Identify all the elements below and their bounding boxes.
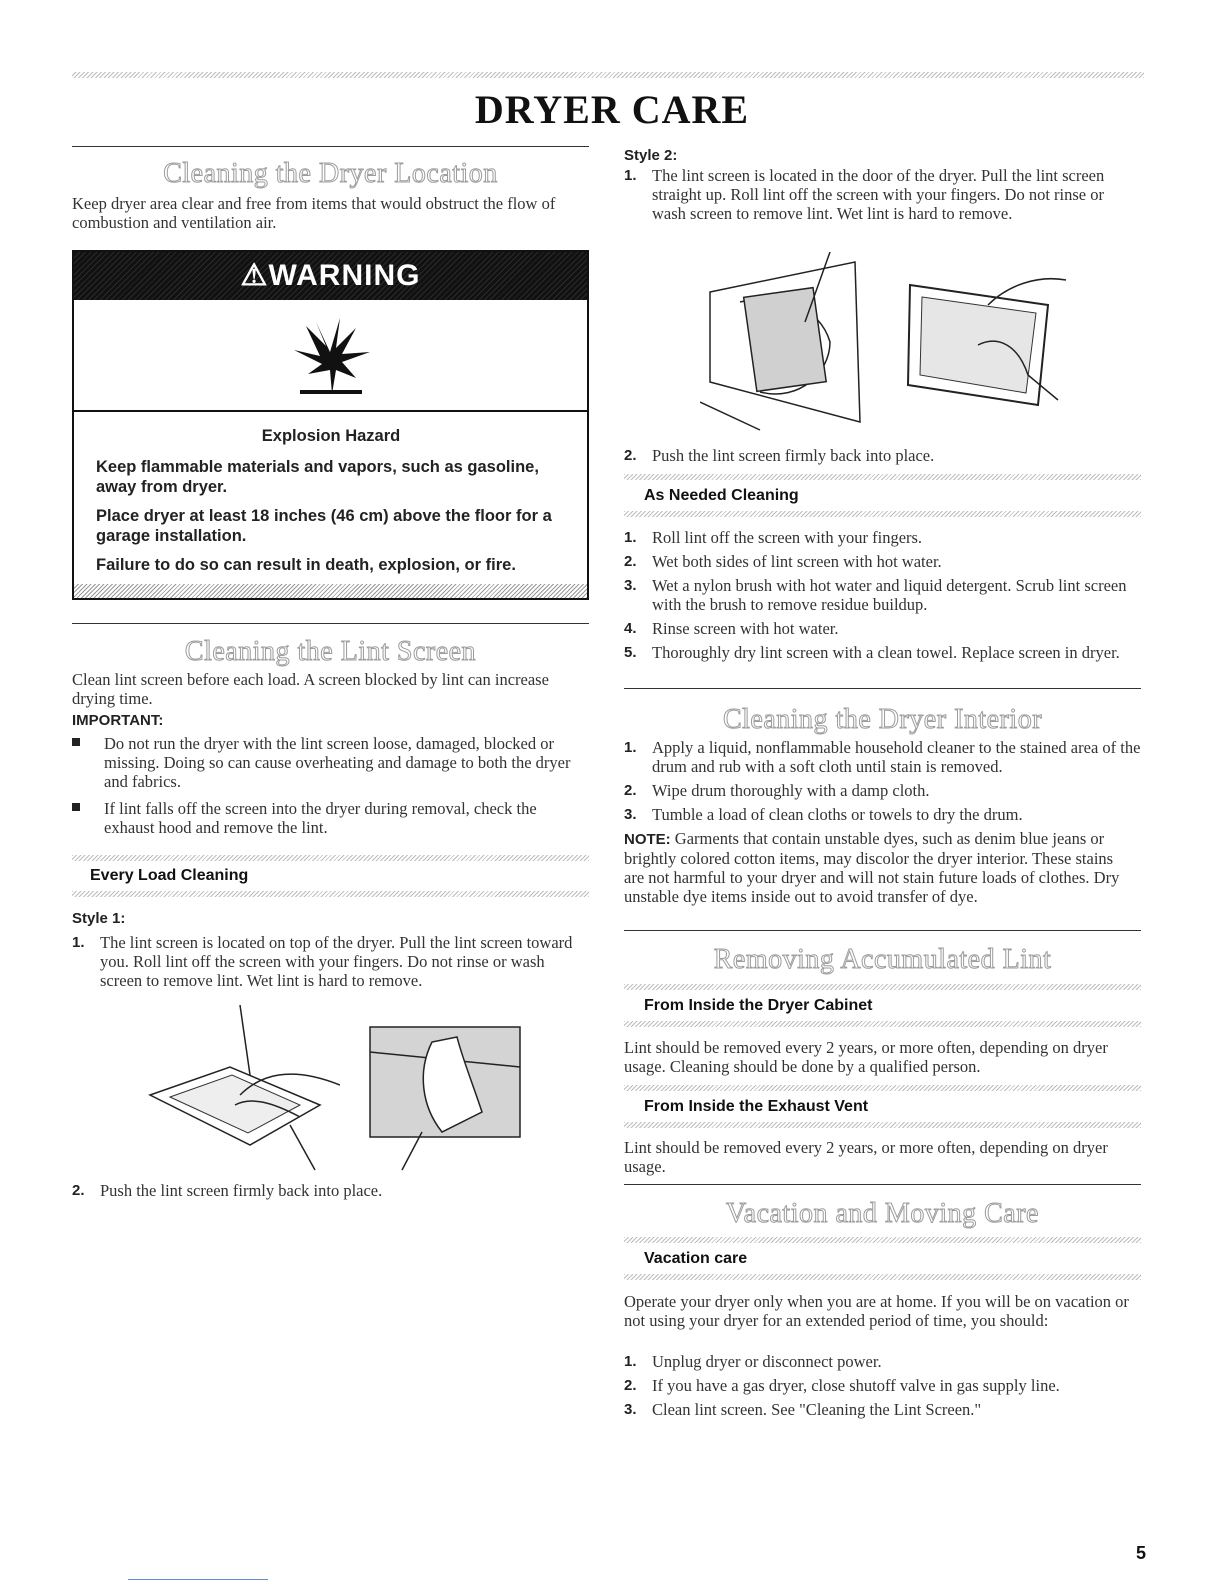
list-item: 1. The lint screen is located on top of the dryer. Pull the lint screen toward you. Roll lint off the screen with your fingers. Do not rinse or wash screen to remove lint. Wet lint is hard to remove. bbox=[72, 933, 573, 990]
pull-lint-screen-illustration bbox=[362, 1012, 532, 1172]
warning-line-2: Place dryer at least 18 inches (46 cm) above the floor for a garage installation. bbox=[96, 507, 552, 545]
warning-line-1: Keep flammable materials and vapors, such as gasoline, away from dryer. bbox=[96, 458, 539, 496]
bullet-square-icon bbox=[72, 738, 80, 746]
list-item: 2. Push the lint screen firmly back into place. bbox=[72, 1181, 383, 1200]
section-heading-lint-screen: Cleaning the Lint Screen bbox=[184, 636, 477, 667]
style-2-label: Style 2: bbox=[624, 147, 678, 164]
interior-note bbox=[624, 829, 1134, 906]
list-item: 1. The lint screen is located in the door of the dryer. Pull the lint screen straight up. Roll lint off the screen with your fingers. Do not rinse or wash screen to remove lint. Wet lint is hard to remove. bbox=[624, 166, 1105, 223]
door-lint-screen-illustration bbox=[700, 252, 880, 432]
list-item: 3. Wet a nylon brush with hot water and liquid detergent. Scrub lint screen with the brush to remove residue buildup. bbox=[624, 576, 1127, 614]
section-divider bbox=[624, 688, 1141, 689]
section-divider bbox=[624, 930, 1141, 931]
subhead-hatch bbox=[624, 1021, 1141, 1027]
clean-lint-screen-illustration bbox=[898, 265, 1068, 415]
note-label: NOTE: bbox=[624, 831, 671, 848]
list-item: 5. Thoroughly dry lint screen with a clean towel. Replace screen in dryer. bbox=[624, 643, 1120, 662]
vacation-steps bbox=[624, 1352, 1141, 1424]
subhead-hatch bbox=[624, 984, 1141, 990]
warning-label bbox=[74, 258, 587, 293]
style-1-steps bbox=[72, 933, 587, 995]
warning-label-text: WARNING bbox=[268, 259, 421, 292]
subhead-hatch bbox=[72, 855, 589, 861]
list-item: 3. Clean lint screen. See "Cleaning the Lint Screen." bbox=[624, 1400, 982, 1419]
list-item: Do not run the dryer with the lint screen loose, damaged, blocked or missing. Doing so can cause overheating and damage to both the dryer and fabrics. bbox=[72, 734, 587, 791]
warning-header bbox=[74, 252, 587, 300]
section-heading-dryer-location: Cleaning the Dryer Location bbox=[163, 158, 498, 189]
section-divider bbox=[72, 146, 589, 147]
vacation-intro: Operate your dryer only when you are at home. If you will be on vacation or not using your dryer for an extended period of time, you should: bbox=[624, 1292, 1129, 1330]
lint-intro: Clean lint screen before each load. A screen blocked by lint can increase drying time. bbox=[72, 670, 549, 708]
warning-box bbox=[72, 250, 589, 600]
hazard-title: Explosion Hazard bbox=[261, 427, 401, 445]
vacation-care-title: Vacation care bbox=[644, 1250, 748, 1267]
warning-footer-hatch bbox=[74, 584, 587, 598]
style-1-step-2 bbox=[72, 1181, 587, 1205]
list-item: 2. If you have a gas dryer, close shutoff valve in gas supply line. bbox=[624, 1376, 1060, 1395]
list-item: 3. Tumble a load of clean cloths or towels to dry the drum. bbox=[624, 805, 1023, 824]
subhead-hatch bbox=[624, 1274, 1141, 1280]
top-lint-screen-illustration bbox=[140, 1005, 340, 1175]
important-label: IMPORTANT: bbox=[72, 712, 164, 729]
footer-line bbox=[128, 1579, 268, 1580]
page-number: 5 bbox=[1135, 1543, 1146, 1563]
list-item: 1. Unplug dryer or disconnect power. bbox=[624, 1352, 882, 1371]
section-heading-vacation-moving: Vacation and Moving Care bbox=[726, 1198, 1039, 1229]
list-item: 1. Apply a liquid, nonflammable household cleaner to the stained area of the drum and rub with a soft cloth until stain is removed. bbox=[624, 738, 1141, 776]
section-divider bbox=[624, 1184, 1141, 1185]
page-title: DRYER CARE bbox=[474, 87, 750, 132]
list-item: 2. Push the lint screen firmly back into place. bbox=[624, 446, 935, 465]
explosion-icon-area bbox=[74, 300, 587, 412]
style-2-step-2 bbox=[624, 446, 1139, 470]
as-needed-cleaning-title: As Needed Cleaning bbox=[644, 487, 799, 504]
note-text: Garments that contain unstable dyes, such as denim blue jeans or brightly colored cotton items, may discolor the dryer interior. These stains are not harmful to your dryer and will not stain future loads of clothes. Dry unstable dye items inside out to avoid transfer of dye. bbox=[624, 829, 1120, 906]
style-1-label: Style 1: bbox=[72, 910, 126, 927]
subhead-hatch bbox=[624, 474, 1141, 480]
list-item: 4. Rinse screen with hot water. bbox=[624, 619, 839, 638]
every-load-cleaning-title: Every Load Cleaning bbox=[90, 867, 249, 884]
list-item: If lint falls off the screen into the dryer during removal, check the exhaust hood and remove the lint. bbox=[72, 799, 587, 837]
subhead-hatch bbox=[624, 1085, 1141, 1091]
style-2-steps bbox=[624, 166, 1139, 228]
warning-triangle-icon: ⚠ bbox=[240, 259, 269, 292]
section-heading-accumulated-lint: Removing Accumulated Lint bbox=[713, 944, 1052, 975]
subhead-hatch bbox=[624, 511, 1141, 517]
warning-line-3: Failure to do so can result in death, explosion, or fire. bbox=[96, 556, 516, 574]
warning-text bbox=[96, 426, 566, 584]
bullet-square-icon bbox=[72, 803, 80, 811]
dryer-cabinet-text: Lint should be removed every 2 years, or more often, depending on dryer usage. Cleaning should be done by a qualified person. bbox=[624, 1038, 1108, 1076]
section-heading-dryer-interior: Cleaning the Dryer Interior bbox=[722, 704, 1043, 735]
top-hatched-band bbox=[72, 72, 1144, 78]
subhead-hatch bbox=[72, 891, 589, 897]
subhead-hatch bbox=[624, 1122, 1141, 1128]
list-item: 1. Roll lint off the screen with your fingers. bbox=[624, 528, 923, 547]
exhaust-vent-title: From Inside the Exhaust Vent bbox=[644, 1098, 869, 1115]
list-item: 2. Wet both sides of lint screen with hot water. bbox=[624, 552, 942, 571]
explosion-icon bbox=[286, 312, 376, 402]
interior-steps bbox=[624, 738, 1141, 829]
location-text: Keep dryer area clear and free from items that would obstruct the flow of combustion and ventilation air. bbox=[72, 194, 556, 232]
important-bullets bbox=[72, 734, 587, 845]
as-needed-steps bbox=[624, 528, 1141, 667]
list-item: 2. Wipe drum thoroughly with a damp cloth. bbox=[624, 781, 930, 800]
subhead-hatch bbox=[624, 1237, 1141, 1243]
dryer-cabinet-title: From Inside the Dryer Cabinet bbox=[644, 997, 873, 1014]
exhaust-vent-text: Lint should be removed every 2 years, or more often, depending on dryer usage. bbox=[624, 1138, 1108, 1176]
section-divider bbox=[72, 623, 589, 624]
